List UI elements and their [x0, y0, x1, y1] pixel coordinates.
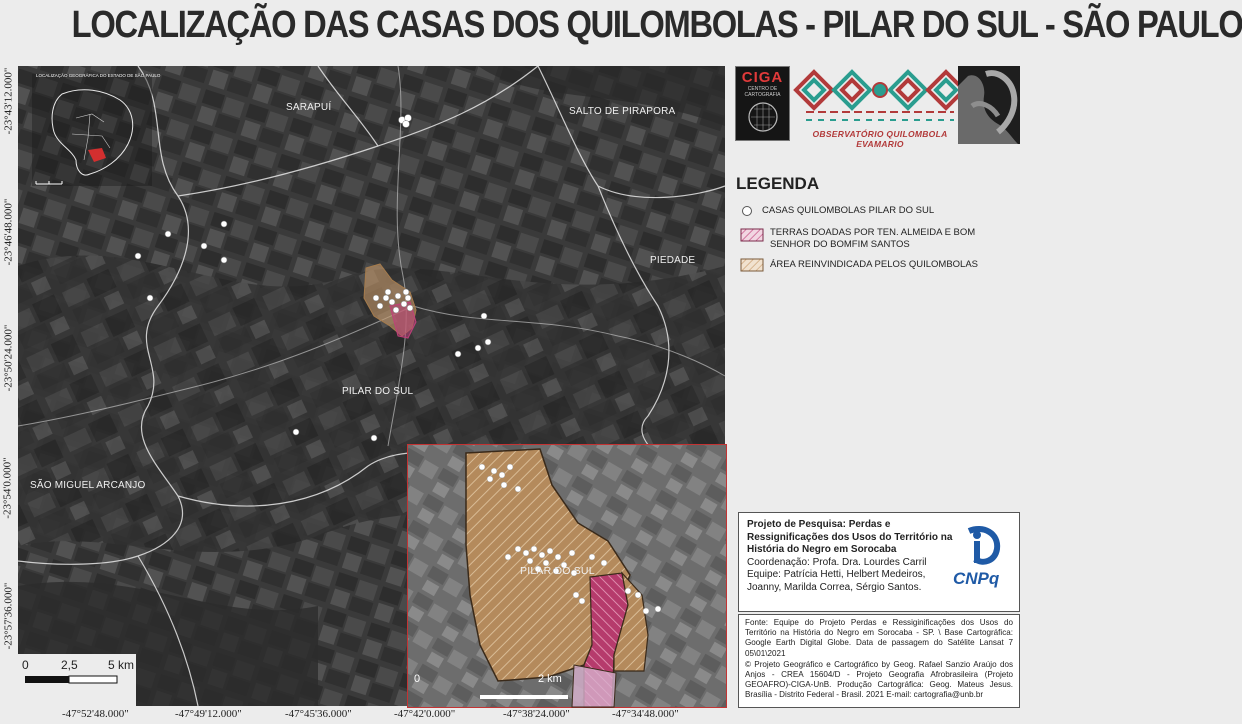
lon-label-4: -47°42'0.000"	[394, 708, 456, 720]
zoom-label-pilar-do-sul: PILAR DO SUL	[520, 565, 595, 577]
source-text: Fonte: Equipe do Projeto Perdas e Ressiginificações dos Usos do Território na História do Negro em Sorocaba - SP. \ Base Cartográfica: Google Earth Digital Globe. Data de passagem do Satélite Lansat 7 05\01\2021	[745, 618, 1013, 658]
ciga-logo	[735, 66, 790, 141]
place-sao-miguel-arcanjo: SÃO MIGUEL ARCANJO	[30, 480, 146, 491]
project-team: Equipe: Patrícia Hetti, Helbert Medeiros, Joanny, Marilda Correa, Sérgio Santos.	[747, 569, 926, 593]
place-sarapui: SARAPUÍ	[286, 102, 332, 113]
legend-pink-hatch-icon	[740, 228, 764, 242]
place-pilar-do-sul: PILAR DO SUL	[342, 386, 414, 397]
hands-photo	[958, 66, 1020, 144]
scale-bar	[18, 654, 136, 706]
legend-item-terras-doadas: TERRAS DOADAS POR TEN. ALMEIDA E BOM SENHOR DO BOMFIM SANTOS	[770, 227, 976, 250]
legend-house-icon	[740, 204, 754, 218]
zoom-inset-map[interactable]	[407, 444, 727, 708]
project-coordination: Coordenação: Profa. Dra. Lourdes Carril	[747, 556, 927, 568]
lon-label-2: -47°49'12.000"	[175, 708, 242, 720]
map-title: LOCALIZAÇÃO DAS CASAS DOS QUILOMBOLAS - PILAR DO SUL - SÃO PAULO	[71, 4, 1242, 46]
observatorio-quilombola-logo	[800, 66, 960, 149]
zoom-scale-label-2km: 2 km	[538, 673, 562, 685]
scale-label-0: 0	[22, 658, 29, 672]
ciga-logo-text: CIGA	[741, 69, 784, 86]
cnpq-text: CNPq	[953, 569, 1000, 588]
cnpq-symbol-icon	[951, 523, 1011, 573]
place-salto-de-pirapora: SALTO DE PIRAPORA	[569, 106, 676, 117]
pattern-icon	[800, 66, 960, 130]
legend-tan-hatch-icon	[740, 258, 764, 272]
zoom-scale-label-0: 0	[414, 673, 421, 685]
credits-text: © Projeto Geográfico e Cartográfico by Geog. Rafael Sanzio Araújo dos Anjos - CREA 15604/D - Projeto Geografia Afrobrasileira (Projeto GEOAFRO)-CIGA-UnB. Produção Cartográfica: Geog. Mateus Jesus. Brasília - Distrito Federal - Brasil. 2021 E-mail: cartografia@unb.br	[745, 659, 1013, 700]
lon-label-6: -47°34'48.000"	[612, 708, 679, 720]
observatorio-text: OBSERVATÓRIO QUILOMBOLA EVAMARIO	[812, 129, 948, 149]
main-map[interactable]	[18, 66, 725, 706]
brazil-inset-map	[32, 73, 161, 186]
lat-label-1: -23°43'12.000"	[2, 67, 15, 135]
lon-label-5: -47°38'24.000"	[503, 708, 570, 720]
inset-title: LOCALIZAÇÃO GEOGRÁFICA DO ESTADO DE SÃO PAULO	[36, 73, 161, 78]
scale-label-5km: 5 km	[108, 658, 135, 672]
lat-label-2: -23°46'48.000"	[2, 198, 15, 266]
legend-item-houses: CASAS QUILOMBOLAS PILAR DO SUL	[762, 205, 935, 216]
lon-label-1: -47°52'48.000"	[62, 708, 129, 720]
source-credits-box	[738, 614, 1020, 708]
place-piedade: PIEDADE	[650, 255, 696, 266]
zoom-scale-bar	[410, 667, 582, 707]
lon-label-3: -47°45'36.000"	[285, 708, 352, 720]
lat-label-3: -23°50'24.000"	[2, 324, 15, 392]
cnpq-logo	[951, 523, 1011, 593]
legend-item-area-reivindicada: ÁREA REINVINDICADA PELOS QUILOMBOLAS	[770, 259, 979, 270]
lat-label-5: -23°57'36.000"	[2, 582, 15, 650]
scale-label-2-5: 2,5	[61, 658, 78, 672]
legend-title: LEGENDA	[736, 174, 820, 193]
project-heading: Projeto de Pesquisa: Perdas e Ressignificações dos Usos do Território na História do Negro em Sorocaba	[747, 519, 953, 556]
lat-label-4: -23°54'0.000"	[2, 457, 15, 519]
ciga-logo-subtext: CENTRO DE CARTOGRAFIA	[744, 86, 781, 98]
project-info-box	[738, 512, 1020, 612]
